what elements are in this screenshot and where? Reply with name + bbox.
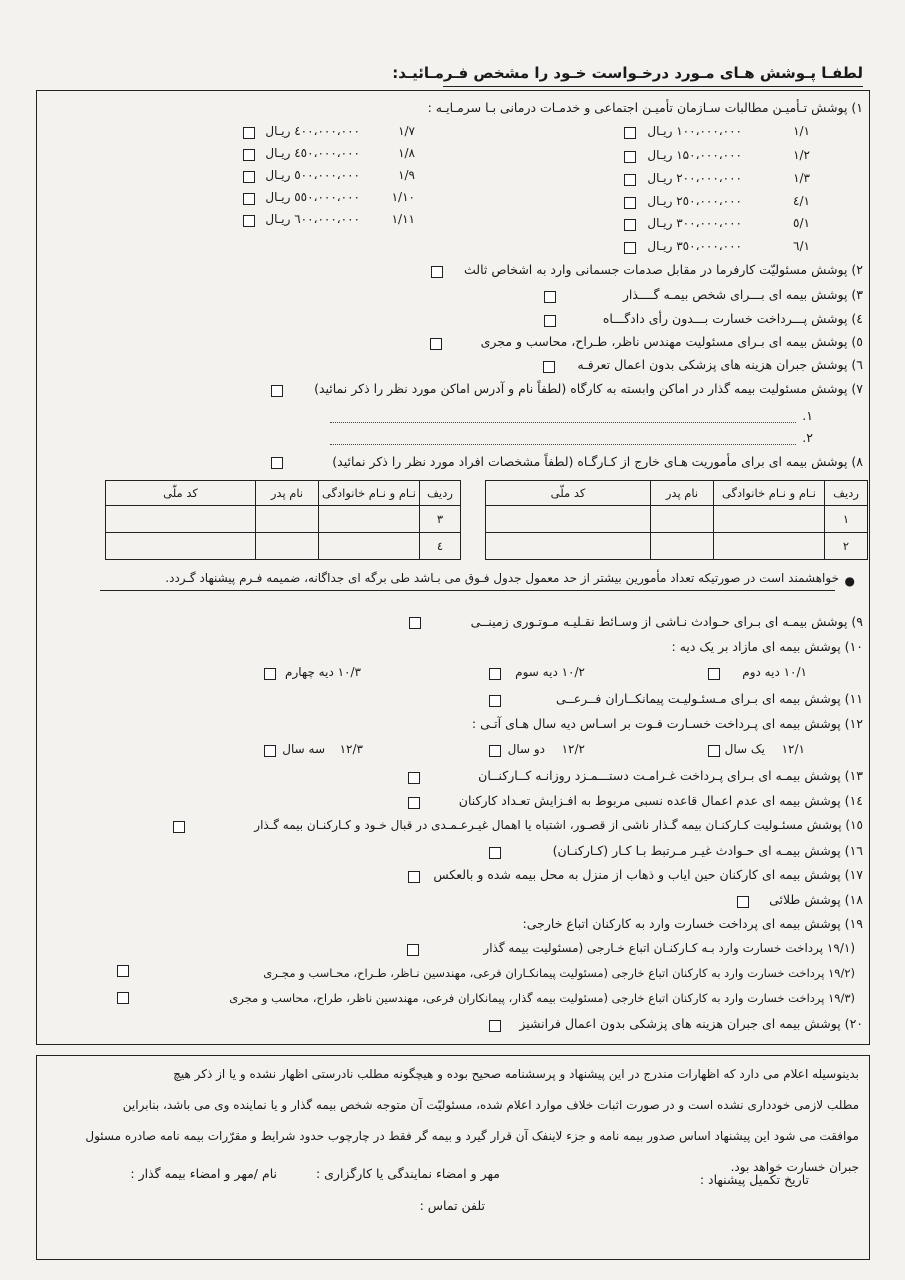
q1-option-amount: ۱۵۰،۰۰۰،۰۰۰ ریـال xyxy=(647,148,742,162)
agent-signature-field[interactable]: مهر و امضاء نمایندگی یا کارگزاری : xyxy=(315,1166,500,1181)
q12-checkbox-2[interactable] xyxy=(489,745,501,757)
col-header-name: نـام و نـام خانوادگی xyxy=(319,481,420,506)
q1-option-amount: ٦۰۰،۰۰۰،۰۰۰ ریـال xyxy=(265,212,360,226)
q1-option-num: ۱/٤ xyxy=(793,194,810,208)
q3-label: ۳) پوشش بیمه ای بـــرای شخص بیمـه گــــذار xyxy=(622,287,863,302)
q8-label: ۸) پوشش بیمه ای برای مأموریت هـای خارج از کـارگـاه (لطفاً مشخصات افراد مورد نظر را ذکر نمائید) xyxy=(332,454,863,469)
q15-checkbox[interactable] xyxy=(173,821,185,833)
q1-checkbox-1-10[interactable] xyxy=(243,193,255,205)
q11-checkbox[interactable] xyxy=(489,695,501,707)
row-number: ۲ xyxy=(825,533,868,560)
q16-checkbox[interactable] xyxy=(489,847,501,859)
q1-option-amount: ٢٥۰،۰۰۰،۰۰۰ ریـال xyxy=(647,194,742,208)
declaration-line-2: مطلب لازمی خودداری نشده است و در صورت اثبات خلاف موارد اعلام شده، مسئولیّت آن متوجه شخص بیمه گذار و یا نماینده وی می باشد، بنابراین xyxy=(122,1098,859,1112)
q20-checkbox[interactable] xyxy=(489,1020,501,1032)
q8-table-right xyxy=(485,480,868,560)
name-cell[interactable] xyxy=(319,506,420,533)
q1-option-num: ۱/٦ xyxy=(793,239,810,253)
q1-option-amount: ٥٥۰،۰۰۰،۰۰۰ ریـال xyxy=(265,190,360,204)
q9-checkbox[interactable] xyxy=(409,617,421,629)
q12-option-3-num: ۱۲/۳ xyxy=(339,742,363,756)
q10-option-1: ۱۰/۱ دیه دوم xyxy=(742,665,807,679)
q7-line-1[interactable] xyxy=(330,422,796,423)
col-header-father: نام پدر xyxy=(256,481,319,506)
q1-checkbox-1-9[interactable] xyxy=(243,171,255,183)
col-header-row: ردیف xyxy=(825,481,868,506)
q2-checkbox[interactable] xyxy=(431,266,443,278)
col-header-row: ردیف xyxy=(420,481,461,506)
q11-label: ۱۱) پوشش بیمه ای بـرای مـسئـولیـت پیمانکــاران فــرعــی xyxy=(555,691,863,706)
national-code-cell[interactable] xyxy=(486,506,651,533)
q7-line-2-number: ۲. xyxy=(802,430,813,445)
q1-option-amount: ٥۰۰،۰۰۰،۰۰۰ ریـال xyxy=(265,168,360,182)
q19-1-label: (۱۹/۱ پرداخت خسارت وارد بـه کـارکنـان اتباع خـارجی (مسئولیت بیمه گذار xyxy=(483,941,855,955)
q1-checkbox-1-11[interactable] xyxy=(243,215,255,227)
row-number: ٤ xyxy=(420,533,461,560)
q1-option-amount: ۲۰۰،۰۰۰،۰۰۰ ریـال xyxy=(647,171,742,185)
father-cell[interactable] xyxy=(651,533,714,560)
q1-option-num: ۱/٥ xyxy=(793,216,810,230)
q15-label: ۱٥) پوشش مسئـولیت کـارکنـان بیمه گـذار ناشی از قصـور، اشتباه یا اهمال غیـرعـمـدی در قبال خـود و کـارکنـان بیمه گـذار xyxy=(254,818,863,832)
q1-checkbox-1-1[interactable] xyxy=(624,127,636,139)
q10-option-3: ۱۰/۳ دیه چهارم xyxy=(285,665,361,679)
declaration-line-3: موافقت می شود این پیشنهاد اساس صدور بیمه نامه و جزء لاینفک آن قرار گیرد و بیمه گر فقط در چارچوب حدود شرایط و مقرّرات بیمه نامه صادره مسئول xyxy=(85,1129,859,1143)
q1-checkbox-1-6[interactable] xyxy=(624,242,636,254)
q1-checkbox-1-7[interactable] xyxy=(243,127,255,139)
q3-checkbox[interactable] xyxy=(544,291,556,303)
col-header-national-code: کد ملّی xyxy=(486,481,651,506)
father-cell[interactable] xyxy=(256,506,319,533)
q14-checkbox[interactable] xyxy=(408,797,420,809)
q1-option-amount: ٣۰۰،۰۰۰،۰۰۰ ریـال xyxy=(647,216,742,230)
q12-label: ۱۲) پوشش بیمه ای پـرداخت خسـارت فـوت بر اسـاس دیه سال هـای آتـی : xyxy=(471,716,863,731)
q7-line-2[interactable] xyxy=(330,444,796,445)
q10-checkbox-3[interactable] xyxy=(264,668,276,680)
q1-checkbox-1-5[interactable] xyxy=(624,219,636,231)
q1-checkbox-1-3[interactable] xyxy=(624,174,636,186)
q8-table-left xyxy=(105,480,461,560)
q1-checkbox-1-2[interactable] xyxy=(624,151,636,163)
q1-option-num: ۱/۱ xyxy=(793,124,810,138)
q10-option-2: ۱۰/۲ دیه سوم xyxy=(515,665,585,679)
q10-label: ۱۰) پوشش بیمه ای مازاد بر یک دیه : xyxy=(671,639,863,654)
q17-label: ۱۷) پوشش بیمه ای کارکنان حین ایاب و ذهاب از منزل به محل بیمه شده و بالعکس xyxy=(433,867,863,882)
q12-option-3-text: سه سال xyxy=(282,742,325,756)
q10-checkbox-2[interactable] xyxy=(489,668,501,680)
q19-3-checkbox[interactable] xyxy=(117,992,129,1004)
col-header-father: نام پدر xyxy=(651,481,714,506)
q1-checkbox-1-8[interactable] xyxy=(243,149,255,161)
q14-label: ۱٤) پوشش بیمه ای عدم اعمال قاعده نسبی مربوط به افـزایش تعـداد کارکنان xyxy=(458,793,863,808)
q6-label: ٦) پوشش جبران هزینه های پزشکی بدون اعمال تعرفـه xyxy=(577,357,863,372)
row-number: ۱ xyxy=(825,506,868,533)
q1-option-amount: ٤۰۰،۰۰۰،۰۰۰ ریـال xyxy=(265,124,360,138)
q1-option-num: ۱/۱۰ xyxy=(391,190,415,204)
q19-2-checkbox[interactable] xyxy=(117,965,129,977)
col-header-name: نـام و نـام خانوادگی xyxy=(714,481,825,506)
q13-checkbox[interactable] xyxy=(408,772,420,784)
q12-checkbox-1[interactable] xyxy=(708,745,720,757)
q19-2-label: (۱۹/۲ پرداخت خسارت وارد به کارکنان اتباع خارجی (مسئولیت پیمانکـاران فرعی، مهندسین نـاظر، طـراح، محـاسب و مجـری xyxy=(263,966,855,980)
q5-label: ٥) پوشش بیمه ای بـرای مسئولیت مهندس ناظر، طـراح، محاسب و مجری xyxy=(480,334,863,349)
q1-option-num: ۱/۹ xyxy=(398,168,415,182)
fill-date-field[interactable]: تاریخ تکمیل پیشنهاد : xyxy=(699,1172,809,1187)
declaration-line-4: جبران خسارت خواهد بود. xyxy=(730,1160,859,1174)
q18-label: ۱۸) پوشش طلائی xyxy=(769,892,863,907)
q1-checkbox-1-4[interactable] xyxy=(624,197,636,209)
father-cell[interactable] xyxy=(256,533,319,560)
q1-option-num: ۱/۳ xyxy=(793,171,810,185)
q6-checkbox[interactable] xyxy=(543,361,555,373)
q12-option-1-num: ۱۲/۱ xyxy=(781,742,805,756)
q1-option-amount: ۱۰۰،۰۰۰،۰۰۰ ریـال xyxy=(647,124,742,138)
q12-option-1-text: یک سال xyxy=(724,742,765,756)
title-underline xyxy=(443,86,863,87)
q1-option-num: ۱/۱۱ xyxy=(391,212,415,226)
q17-checkbox[interactable] xyxy=(408,871,420,883)
q1-label: ۱) پوشش تـأمیـن مطالبات سـازمان تأمیـن اجتماعی و خدمـات درمانی بـا سرمـایـه : xyxy=(427,100,863,115)
national-code-cell[interactable] xyxy=(106,533,256,560)
col-header-national-code: کد ملّی xyxy=(106,481,256,506)
q12-checkbox-3[interactable] xyxy=(264,745,276,757)
q10-checkbox-1[interactable] xyxy=(708,668,720,680)
row-number: ۳ xyxy=(420,506,461,533)
name-cell[interactable] xyxy=(714,533,825,560)
note-text: خواهشمند است در صورتیکه تعداد مأمورین بیشتر از حد معمول جدول فـوق می بـاشد طی برگه ای جداگانه، ضمیمه فـرم پیشنهاد گـردد. xyxy=(165,571,839,585)
q1-option-amount: ٤٥۰،۰۰۰،۰۰۰ ریـال xyxy=(265,146,360,160)
q5-checkbox[interactable] xyxy=(430,338,442,350)
q8-checkbox[interactable] xyxy=(271,457,283,469)
q4-checkbox[interactable] xyxy=(544,315,556,327)
q7-label: ۷) پوشش مسئولیت بیمه گذار در اماکن وابسته به کارگاه (لطفاً نام و آدرس اماکن مورد نظر را ذکر نمائید) xyxy=(314,381,863,396)
declaration-line-1: بدینوسیله اعلام می دارد که اظهارات مندرج در این پیشنهاد و پرسشنامه صحیح بوده و هیچگونه مطلب نادرستی اظهار نشده و یا از ذکر هیچ xyxy=(173,1067,859,1081)
national-code-cell[interactable] xyxy=(106,506,256,533)
q7-line-1-number: ۱. xyxy=(802,408,813,423)
q18-checkbox[interactable] xyxy=(737,896,749,908)
q2-label: ۲) پوشش مسئولیّت کارفرما در مقابل صدمات جسمانی وارد به اشخاص ثالث xyxy=(464,262,863,277)
name-cell[interactable] xyxy=(714,506,825,533)
q16-label: ۱٦) پوشش بیمـه ای حـوادث غیـر مـرتبط بـا کـار (کـارکنـان) xyxy=(552,843,863,858)
page-title: لطفـا پـوشش هـای مـورد درخـواست خـود را مشخص فـرمـائیـد: xyxy=(392,64,863,82)
father-cell[interactable] xyxy=(651,506,714,533)
q1-option-num: ۱/۸ xyxy=(398,146,415,160)
q7-checkbox[interactable] xyxy=(271,385,283,397)
q9-label: ۹) پوشش بیمـه ای بـرای حـوادث نـاشی از وسـائط نقـلیـه مـوتـوری زمینــی xyxy=(470,614,863,629)
q1-option-amount: ٣٥۰،۰۰۰،۰۰۰ ریـال xyxy=(647,239,742,253)
q1-option-num: ۱/۲ xyxy=(793,148,810,162)
name-cell[interactable] xyxy=(319,533,420,560)
national-code-cell[interactable] xyxy=(486,533,651,560)
q1-option-num: ۱/۷ xyxy=(398,124,415,138)
note-underline xyxy=(100,590,835,591)
q13-label: ۱۳) پوشش بیمـه ای بـرای پـرداخت غـرامـت دستـــمـزد روزانـه کــارکنــان xyxy=(478,768,863,783)
q19-1-checkbox[interactable] xyxy=(407,944,419,956)
bullet-icon: ● xyxy=(844,574,855,588)
q12-option-2-text: دو سال xyxy=(507,742,545,756)
q4-label: ٤) پوشش پـــرداخت خسارت بـــدون رأی دادگـــاه xyxy=(602,311,863,326)
q12-option-2-num: ۱۲/۲ xyxy=(561,742,585,756)
q20-label: ۲۰) پوشش بیمه ای جبران هزینه های پزشکی بدون اعمال فرانشیز xyxy=(519,1016,863,1031)
phone-field[interactable]: تلفن تماس : xyxy=(419,1198,485,1213)
insured-signature-field[interactable]: نام /مهر و امضاء بیمه گذار : xyxy=(130,1166,277,1181)
q19-label: ۱۹) پوشش بیمه ای پرداخت خسارت وارد به کارکنان اتباع خارجی: xyxy=(522,916,863,931)
q19-3-label: (۱۹/۳ پرداخت خسارت وارد به کارکنان اتباع خارجی (مسئولیت بیمه گذار، پیمانکاران فرعی، مهندسین ناظر، طراح، محاسب و مجری xyxy=(229,991,855,1005)
